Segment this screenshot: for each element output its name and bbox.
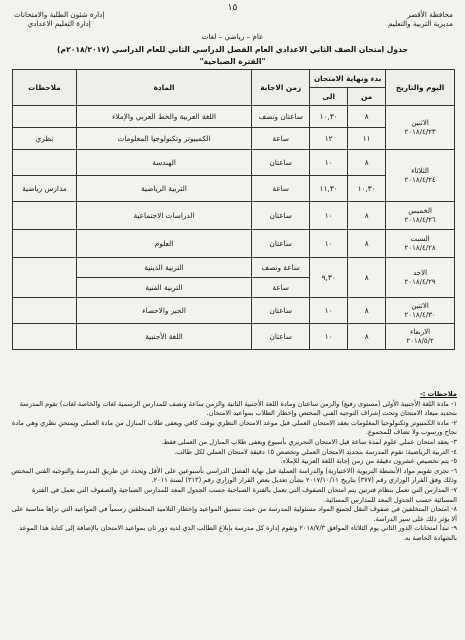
note-item: ٤- التربية الرياضية: تقوم المدرسة بتحديد الامتحان العملي وتخصص ١٥ دقيقة لامتحان العملي لكل طالب. — [174, 447, 457, 456]
note-cell: مدارس رياضية — [13, 176, 77, 202]
day-date: ٢٠١٨/٤/٣٠ — [404, 310, 436, 319]
day-cell — [386, 106, 455, 150]
subject-cell: التربية الدينية — [76, 258, 251, 278]
subject-cell: الجبر والاحصاء — [76, 298, 251, 324]
from-cell: ٨ — [348, 324, 386, 350]
day-date: ٢٠١٨/٥/٢ — [406, 336, 434, 345]
note-item: ٩- تبدأ امتحانات الدور الثاني يوم الثلاثاء الموافق ٢٠١٨/٧/٣ وتقوم إدارة كل مدرسة بإبلاغ الطالب الذي لديه دور ثان بمواعيد الامتحان بالإضافة إلى كتابة هذا الموعد بالشهادة الخاصة به. — [19, 524, 457, 542]
from-cell: ١٠,٣٠ — [348, 176, 386, 202]
subject-cell: الكمبيوتر وتكنولوجيا المعلومات — [76, 128, 251, 150]
exams-admin-label: إدارة شئون الطلبة والامتحانات — [14, 10, 105, 19]
note-cell: نظري — [13, 128, 77, 150]
day-cell — [386, 324, 455, 350]
day-cell — [386, 202, 455, 230]
note-cell — [13, 106, 77, 128]
subject-cell: العلوم — [76, 230, 251, 258]
subject-cell: اللغة العربية والخط العربي والإملاء — [76, 106, 251, 128]
table-row — [13, 230, 455, 258]
day-date: ٢٠١٨/٤/٢٤ — [404, 175, 436, 184]
duration-cell: ساعتان — [252, 150, 310, 176]
note-item: ٧- المدارس التي تعمل بنظام فترتين يتم امتحان الصفوف التي تعمل بالفترة الصباحية حسب الجدول المعد للمدارس الصباحية والصفوف التي تعمل في الفترة المسائية حسب الجدول المعد للمدارس المسائية. — [31, 485, 457, 504]
day-cell — [386, 298, 455, 324]
duration-cell: ساعتان — [252, 298, 310, 324]
note-item: ٥- يتم تخصيص عشرون دقيقة من زمن إجابة اللغة العربية للإملاء. — [280, 457, 457, 466]
note-cell — [13, 150, 77, 176]
from-cell: ٨ — [348, 106, 386, 128]
from-cell: ٨ — [348, 298, 386, 324]
col-to: الى — [310, 88, 348, 106]
duration-cell: ساعة — [252, 278, 310, 298]
table-row — [13, 106, 455, 128]
to-cell: ٩,٣٠ — [310, 258, 348, 298]
col-day-date: اليوم والتاريخ — [386, 70, 455, 106]
to-cell: ١١,٣٠ — [310, 176, 348, 202]
from-cell: ١١ — [348, 128, 386, 150]
table-row — [13, 150, 455, 176]
day-name: الاثنين — [411, 118, 429, 127]
header-center: عام – رياضي – لغات — [201, 32, 264, 41]
header-left — [14, 10, 104, 28]
duration-cell: ساعتان — [252, 202, 310, 230]
from-cell: ٨ — [348, 202, 386, 230]
day-date: ٢٠١٨/٤/٢٩ — [404, 277, 436, 286]
to-cell: ١٢ — [310, 128, 348, 150]
duration-cell: ساعة — [252, 176, 310, 202]
to-cell: ١٠ — [310, 324, 348, 350]
table-row — [13, 298, 455, 324]
schedule-table — [12, 69, 455, 350]
day-cell — [386, 258, 455, 298]
subject-cell: الهندسة — [76, 150, 251, 176]
day-date: ٢٠١٨/٤/٢٦ — [404, 215, 436, 224]
duration-cell: ساعتان — [252, 324, 310, 350]
col-duration: زمن الاجابة — [252, 70, 310, 106]
note-cell — [13, 324, 77, 350]
document-title: جدول امتحان الصف الثاني الاعدادي العام الفصل الدراسي الثاني للعام الدراسي (٢٠١٨/٢٠١٧م) — [57, 45, 408, 54]
day-name: الاحد — [413, 268, 428, 277]
from-cell: ٨ — [348, 150, 386, 176]
duration-cell: ساعتان ونصف — [252, 106, 310, 128]
col-from: من — [348, 88, 386, 106]
col-subject: المادة — [76, 70, 251, 106]
day-name: الاثنين — [411, 301, 429, 310]
note-cell — [13, 298, 77, 324]
note-item: ٢- مادة الكمبيوتر وتكنولوجيا المعلومات يعقد الامتحان العملي قبل موعد الامتحان النظري بوقت كافي ويعفى طلاب المنازل من مادة العملي ويمتحن نظري وهي مادة نجاح ورسوب ولا تضاف للمجموع. — [11, 418, 457, 437]
note-cell — [13, 230, 77, 258]
prep-admin-label: إدارة التعليم الاعدادي — [27, 19, 91, 28]
duration-cell: ساعتان — [252, 230, 310, 258]
duration-cell: ساعة — [252, 128, 310, 150]
subject-cell: التربية الفنية — [76, 278, 251, 298]
subject-cell: التربية الرياضية — [76, 176, 251, 202]
note-item: ٣- يعقد امتحان عملي علوم لمدة ساعة قبل الامتحان التحريري بأسبوع ويعفى طلاب المنازل من العملي فقط. — [161, 437, 457, 446]
table-row — [13, 324, 455, 350]
to-cell: ١٠ — [310, 230, 348, 258]
note-item: ٨- امتحان المتخلفين في صفوف النقل لجميع المواد مسئولية المدرسة من حيث تنسيق المواعيد وإخطار التلاميذ المتخلفين رسمياً في المواعيد التي تراها مناسبة على ألا يؤثر ذلك على سير الدراسة. — [11, 505, 457, 523]
from-cell: ٨ — [348, 258, 386, 298]
day-name: الثلاثاء — [411, 166, 429, 175]
period-label: "الفترة الصباحية" — [199, 57, 266, 66]
to-cell: ١٠ — [310, 150, 348, 176]
duration-cell: ساعة ونصف — [252, 258, 310, 278]
note-item: ١- مادة اللغة الأجنبية الأولى (مستوى رفيع) والزمن ساعتان ومادة اللغة الأجنبية الثانية والزمن ساعة ونصف للمدارس الرسمية لغات والخاصة لغات) تقوم المدرسة بتحديد ميعاد الامتحان وتحت إشراف التوجيه الفني المختص وإخطار الطلاب بمواعيد الامتحان. — [19, 399, 457, 418]
note-item: ٦- تجرى تقويم مواد الأنشطة التربوية (الاختيارية) والدراسة العملية قبل نهاية الفصل الدراسي بأسبوعين على الأقل ويحدد عن طريق المدرسة والتوجيه الفني المختص وذلك وفق القرار الوزاري رقم (٣٧٧) بتاريخ ٢٠١٧/١٠/١١ بشأن تعديل بعض القرار الوزاري رقم (٣١٣) لسنة ٢٠١١. — [11, 466, 457, 485]
col-notes: ملاحظات — [13, 70, 77, 106]
notes-title: ملاحظات :- — [419, 390, 457, 398]
to-cell: ١٠,٣٠ — [310, 106, 348, 128]
from-cell: ٨ — [348, 230, 386, 258]
table-row — [13, 202, 455, 230]
header-right — [388, 10, 453, 28]
governorate-label: محافظة الأقصر — [407, 10, 453, 19]
note-cell — [13, 258, 77, 298]
day-date: ٢٠١٨/٤/٢٨ — [404, 243, 436, 252]
subject-cell: اللغة الأجنبية — [76, 324, 251, 350]
day-cell — [386, 150, 455, 202]
note-cell — [13, 202, 77, 230]
directorate-label: مديرية التربية والتعليم — [388, 19, 453, 28]
table-row — [13, 258, 455, 278]
day-cell — [386, 230, 455, 258]
col-start-end: بدء ونهاية الامتحان — [310, 70, 386, 88]
day-name: الاربعاء — [410, 327, 431, 336]
day-name: الخميس — [408, 206, 432, 215]
to-cell: ١٠ — [310, 298, 348, 324]
subject-cell: الدراسات الاجتماعية — [76, 202, 251, 230]
day-name: السبت — [410, 234, 430, 243]
day-date: ٢٠١٨/٤/٢٣ — [404, 127, 436, 136]
to-cell: ١٠ — [310, 202, 348, 230]
notes-section — [8, 390, 457, 544]
page-number: ١٥ — [227, 3, 238, 13]
